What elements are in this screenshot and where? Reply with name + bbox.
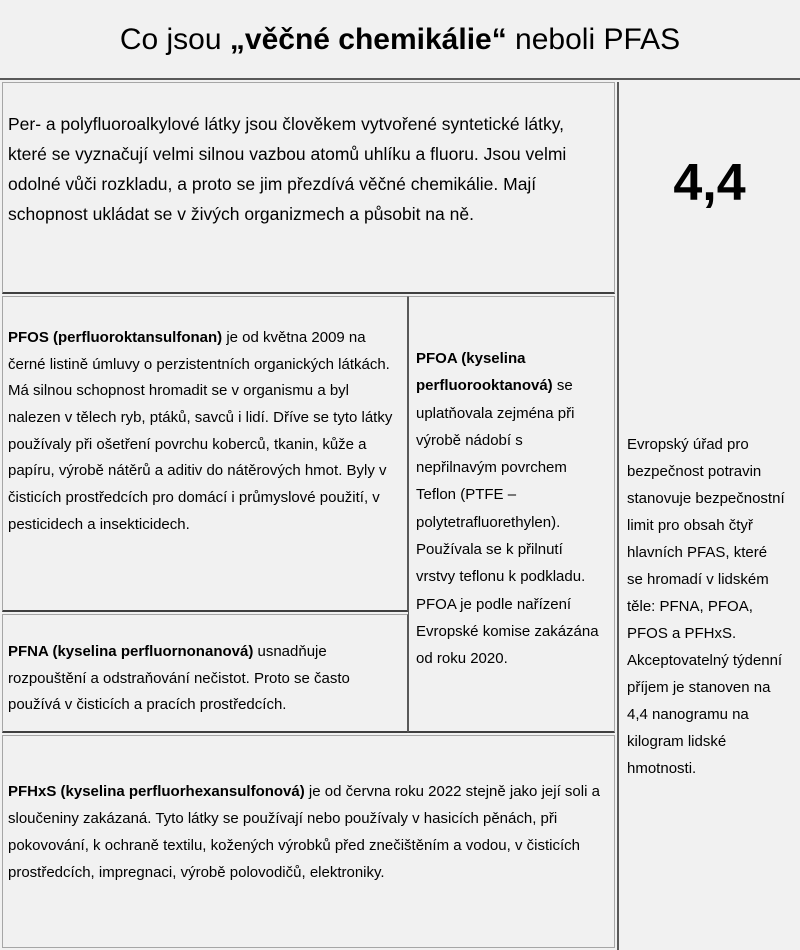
substance-body-pfoa [416,345,606,673]
substance-text-pfoa: se uplatňovala zejména při výrobě nádobí s nepřilnavým povrchem Teflon (PTFE – polytetrafluorethylen). Používala se k přilnutí vrstvy teflonu k podkladu. PFOA je podle nařízení Evropské komise zakázána od roku 2020. [416,377,599,668]
page-title [120,23,680,56]
substance-panel-pfhxs [2,735,615,948]
substance-name-pfoa: PFOA (kyselina perfluorooktanová) [416,350,553,395]
substance-name-pfhxs: PFHxS (kyselina perfluorhexansulfonová) [8,783,305,800]
sidebar-note-text: Evropský úřad pro bezpečnost potravin stanovuje bezpečnostní limit pro obsah čtyř hlavních PFAS, které se hromadí v lidském těle: PFNA, PFOA, PFOS a PFHxS. Akceptovatelný týdenní příjem je stanoven na 4,4 nanogramu na kilogram lidské hmotnosti. [627,436,785,777]
substance-text-pfna: usnadňuje rozpouštění a odstraňování nečistot. Proto se často používá v čisticích a pracích prostředcích. [8,643,350,714]
substance-panel-pfoa [408,296,615,733]
substance-panel-pfos [2,296,408,612]
substance-text-pfhxs: je od června roku 2022 stejně jako její soli a sloučeniny zakázaná. Tyto látky se používají nebo používaly v hasicích pěnách, při pokovování, k ochraně textilu, kožených výrobků před znečištěním a vodou, v čisticích prostředcích, impregnaci, výrobě polovodičů, elektroniky. [8,783,600,881]
header-band [0,0,800,80]
intro-text: Per- a polyfluoroalkylové látky jsou člověkem vytvořené syntetické látky, které se vyznačují velmi silnou vazbou atomů uhlíku a fluoru. Jsou velmi odolné vůči rozkladu, a proto se jim přezdívá věčné chemikálie. Mají schopnost ukládat se v živých organizmech a působit na ně. [8,114,567,225]
title-suffix: neboli PFAS [506,22,681,56]
substance-body-pfna [8,639,399,719]
title-prefix: Co jsou [119,22,230,56]
substance-name-pfna: PFNA (kyselina perfluornonanová) [8,643,254,660]
substance-panel-pfna [2,614,408,733]
title-emphasis: „věčné chemikálie“ [229,22,507,56]
sidebar-panel [617,82,800,950]
sidebar-figure-value: 4,4 [673,154,746,212]
intro-panel [2,82,615,294]
substance-body-pfhxs [8,778,604,886]
substance-text-pfos: je od května 2009 na černé listině úmluvy o perzistentních organických látkách. Má silnou schopnost hromadit se v organismu a byl nalezen v tělech ryb, ptáků, savců i lidí. Dříve se tyto látky používaly při ošetření povrchu koberců, tkanin, kůže a papíru, výrobě nátěrů a aditiv do nátěrových hmot. Byly v čisticích prostředcích pro domácí i průmyslové použití, v pesticidech a insekticidech. [8,329,393,533]
substance-name-pfos: PFOS (perfluoroktansulfonan) [8,329,223,346]
substance-body-pfos [8,325,399,539]
